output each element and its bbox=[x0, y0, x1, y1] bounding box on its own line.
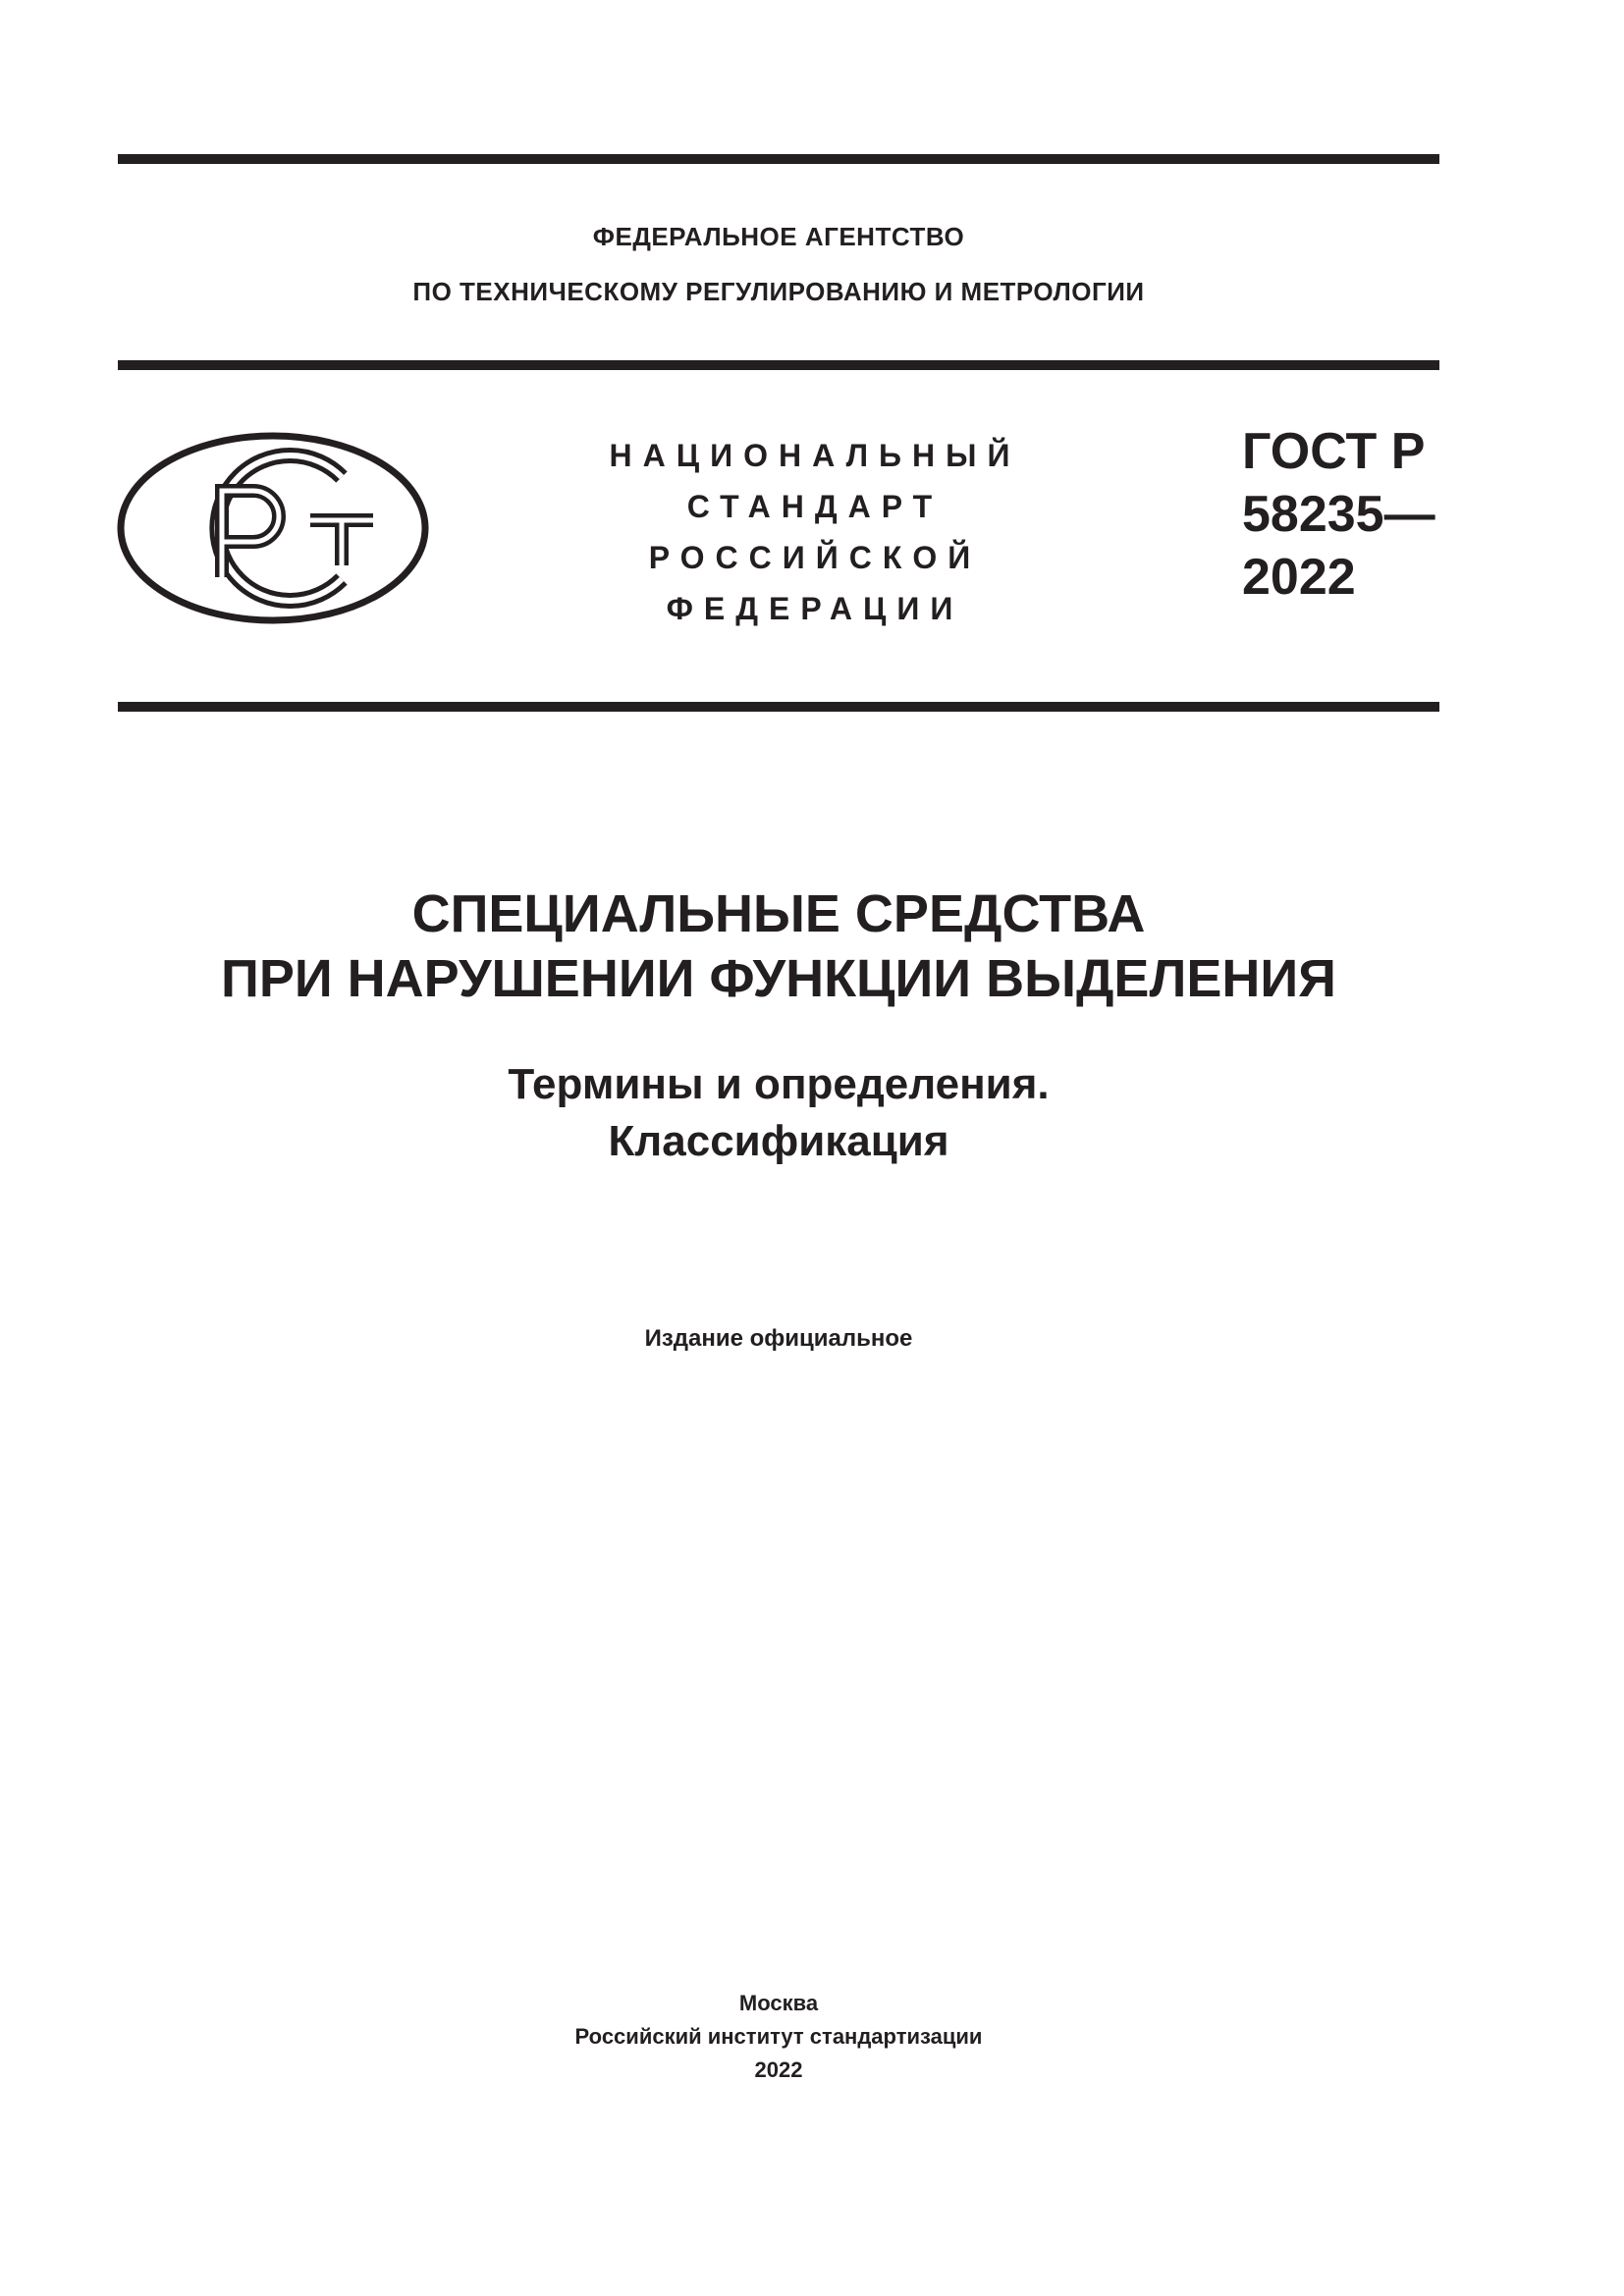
standard-type-line-3: РОССИЙСКОЙ bbox=[648, 540, 982, 575]
designation-line-2: 58235— bbox=[1242, 486, 1435, 543]
section-rule bbox=[118, 702, 1439, 712]
agency-name-line-2: ПО ТЕХНИЧЕСКОМУ РЕГУЛИРОВАНИЮ И МЕТРОЛОГИИ bbox=[412, 277, 1145, 306]
imprint bbox=[118, 1987, 1439, 2087]
rst-logo-icon bbox=[116, 430, 430, 626]
document-subtitle bbox=[118, 1056, 1439, 1170]
subtitle-line-1: Термины и определения. bbox=[508, 1060, 1050, 1108]
top-rule bbox=[118, 154, 1439, 164]
designation-line-1: ГОСТ Р bbox=[1242, 423, 1426, 480]
imprint-publisher: Российский институт стандартизации bbox=[574, 2024, 983, 2049]
standard-type-line-4: ФЕДЕРАЦИИ bbox=[666, 591, 964, 626]
standard-type-line-1: НАЦИОНАЛЬНЫЙ bbox=[609, 438, 1021, 473]
standard-designation bbox=[1242, 420, 1435, 609]
agency-name-line-1: ФЕДЕРАЛЬНОЕ АГЕНТСТВО bbox=[592, 222, 965, 251]
title-line-1: СПЕЦИАЛЬНЫЕ СРЕДСТВА bbox=[411, 884, 1146, 943]
title-line-2: ПРИ НАРУШЕНИИ ФУНКЦИИ ВЫДЕЛЕНИЯ bbox=[221, 949, 1336, 1008]
imprint-year: 2022 bbox=[754, 2057, 803, 2082]
header-rule bbox=[118, 360, 1439, 370]
subtitle-line-2: Классификация bbox=[608, 1117, 949, 1165]
imprint-city: Москва bbox=[738, 1991, 819, 2015]
designation-line-3: 2022 bbox=[1242, 549, 1356, 606]
document-title bbox=[118, 881, 1439, 1011]
edition-label: Издание официальное bbox=[644, 1325, 913, 1352]
standard-type-line-2: СТАНДАРТ bbox=[686, 489, 944, 524]
standard-type-block bbox=[569, 430, 1060, 634]
